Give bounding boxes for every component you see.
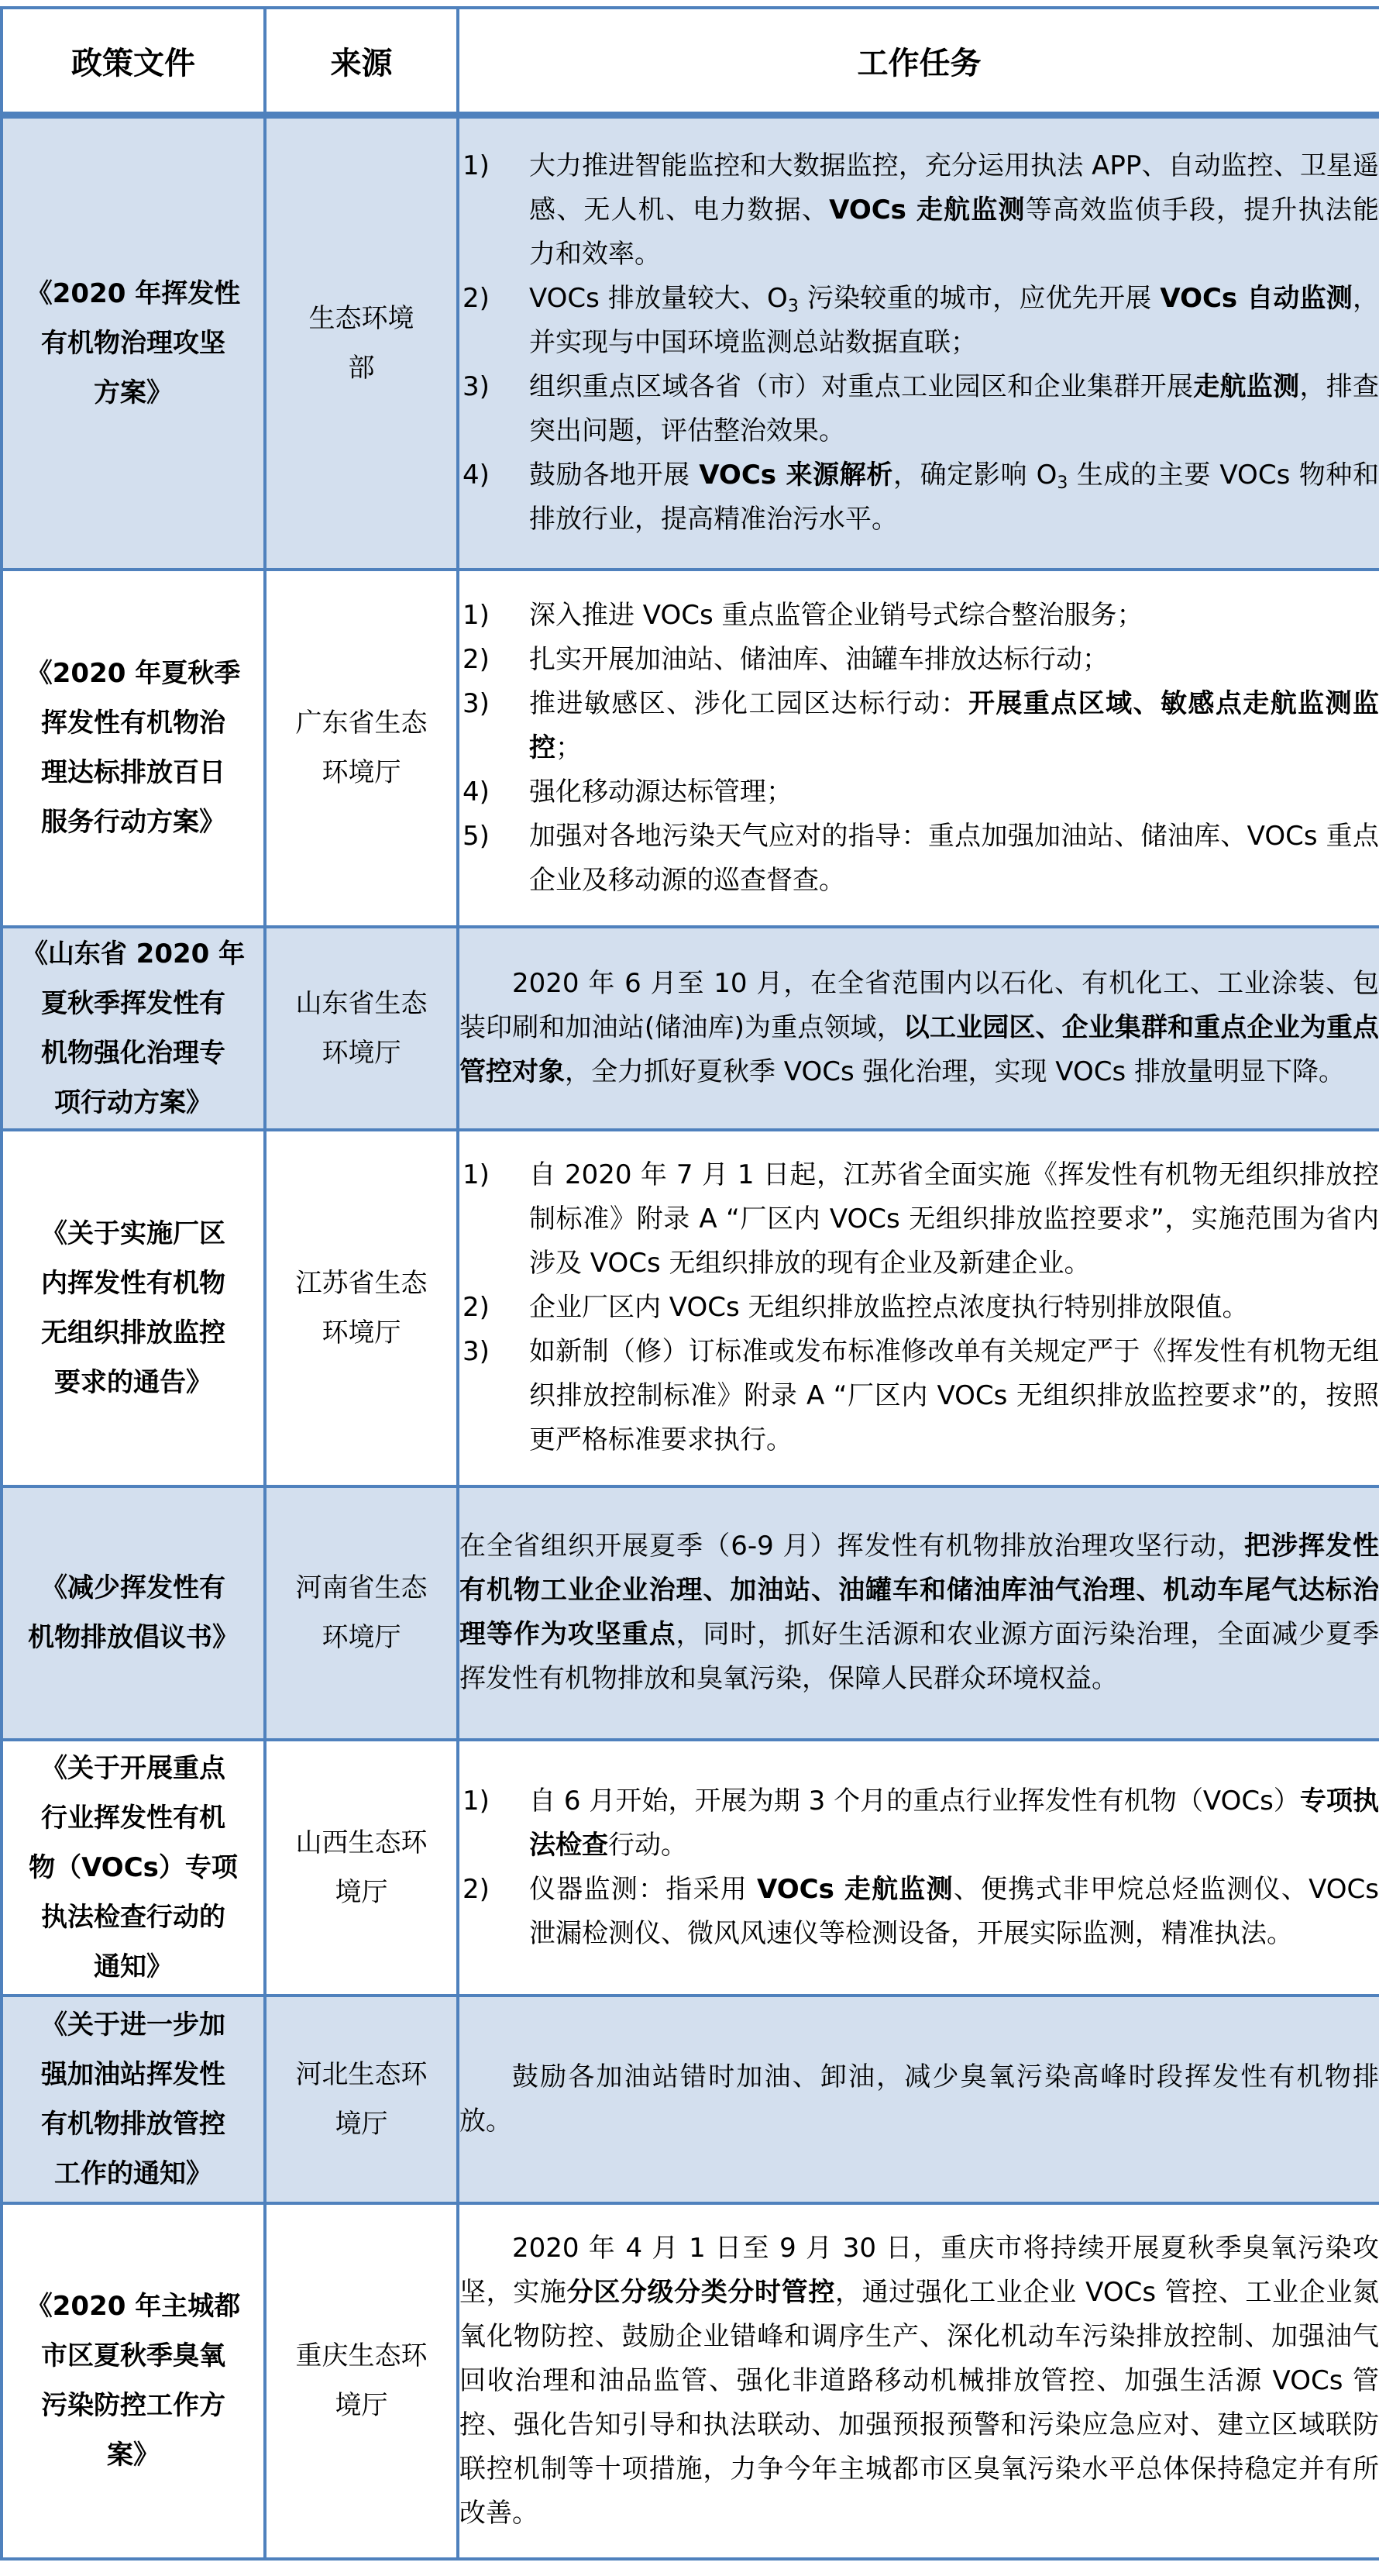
text-segment: ，全力抓好夏秋季 VOCs 强化治理，实现 VOCs 排放量明显下降。 — [565, 1056, 1345, 1087]
table-row — [2, 1130, 1379, 1486]
source-line: 河南省生态 — [295, 1572, 428, 1603]
policy-table — [0, 6, 1379, 2561]
policy-document-line: 工作的通知》 — [54, 2158, 212, 2189]
policy-document-cell — [2, 2203, 265, 2559]
task-paragraph — [459, 962, 1379, 1094]
task-item-text — [529, 1153, 1379, 1286]
table-row — [2, 1740, 1379, 1996]
task-item — [459, 594, 1379, 638]
policy-document-line: 物（VOCs）专项 — [29, 1851, 238, 1883]
policy-document-line: 机物强化治理专 — [41, 1037, 225, 1069]
task-item-number: 4) — [463, 776, 490, 808]
header-policy-document: 政策文件 — [2, 8, 265, 115]
task-item-text — [529, 453, 1379, 542]
source-line: 境厅 — [335, 1876, 388, 1908]
task-item — [459, 365, 1379, 453]
text-segment: 污染较重的城市，应优先开展 — [798, 283, 1161, 315]
task-item-number: 3) — [463, 371, 490, 403]
work-tasks-cell — [458, 115, 1379, 570]
subscript: 3 — [1057, 474, 1068, 494]
policy-document-line: 污染防控工作方 — [41, 2390, 225, 2421]
source-line: 重庆生态环 — [295, 2340, 428, 2371]
task-item-text — [529, 144, 1379, 277]
emphasis-text: VOCs 走航监测 — [829, 195, 1026, 226]
policy-document-cell — [2, 927, 265, 1130]
source-line: 境厅 — [335, 2390, 388, 2421]
task-item-text — [529, 1286, 1379, 1330]
work-tasks-cell — [458, 1486, 1379, 1740]
task-item-number: 1) — [463, 599, 490, 631]
task-item-text — [529, 814, 1379, 903]
emphasis-text: VOCs 来源解析 — [699, 460, 894, 491]
policy-document-line: 理达标排放百日 — [41, 757, 225, 788]
task-item — [459, 814, 1379, 903]
source-line: 环境厅 — [322, 1317, 401, 1348]
policy-document-line: 挥发性有机物治 — [41, 708, 225, 739]
policy-document-line: 案》 — [107, 2440, 160, 2471]
policy-document-line: 有机物排放管控 — [41, 2108, 225, 2140]
policy-document-cell — [2, 1486, 265, 1740]
emphasis-text: 把涉挥发性有机物工业企业治理、加油站、油罐车和储油库油气治理、机动车尾气达标治理等作为攻坚重点 — [459, 1531, 1379, 1650]
task-item-text — [529, 365, 1379, 453]
subscript: 3 — [787, 297, 799, 317]
text-segment: 鼓励各加油站错时加油、卸油，减少臭氧污染高峰时段挥发性有机物排放。 — [459, 2061, 1379, 2137]
source-line: 河北生态环 — [295, 2058, 428, 2090]
text-segment: 生成的主要 VOCs 物种和排放行业，提高精准治污水平。 — [529, 460, 1379, 536]
text-segment: ，通过强化工业企业 VOCs 管控、工业企业氮氧化物防控、鼓励企业错峰和调序生产、深化机动车污染排放控制、加强油气回收治理和油品监管、强化非道路移动机械排放管控、加强生活源 VOCs 管控、强化告知引导和执法联动、加强预报预警和污染应急应对、建立区域联防联控机制等十项措施，力争今年主城都市区臭氧污染水平总体保持稳定并有所改善。 — [459, 2276, 1379, 2529]
table-row — [2, 2203, 1379, 2559]
source-line: 部 — [348, 352, 375, 384]
task-item — [459, 1286, 1379, 1330]
source-cell — [265, 1486, 458, 1740]
table-header — [2, 8, 1379, 115]
emphasis-text: 分区分级分类分时管控 — [566, 2276, 835, 2308]
text-segment: 深入推进 VOCs 重点监管企业销号式综合整治服务； — [529, 599, 1143, 631]
task-item-text — [529, 682, 1379, 770]
source-cell — [265, 1996, 458, 2203]
text-segment: ，排查突出问题，评估整治效果。 — [529, 371, 1379, 447]
task-paragraph — [459, 2055, 1379, 2144]
task-item-number: 1) — [463, 150, 490, 182]
source-line: 环境厅 — [322, 1622, 401, 1653]
table-row — [2, 1996, 1379, 2203]
policy-document-line: 通知》 — [94, 1951, 173, 1982]
source-line: 江苏省生态 — [295, 1267, 428, 1299]
text-segment: 扎实开展加油站、储油库、油罐车排放达标行动； — [529, 643, 1109, 675]
task-item-number: 4) — [463, 460, 490, 491]
source-line: 环境厅 — [322, 757, 401, 788]
table-row — [2, 927, 1379, 1130]
task-item-number: 1) — [463, 1785, 490, 1817]
policy-document-line: 《关于实施厂区 — [41, 1217, 225, 1249]
policy-document-line: 项行动方案》 — [54, 1087, 212, 1118]
text-segment: 在全省组织开展夏季（6-9 月）挥发性有机物排放治理攻坚行动， — [459, 1531, 1244, 1562]
text-segment: 自 2020 年 7 月 1 日起，江苏省全面实施《挥发性有机物无组织排放控制标准》附录 A “厂区内 VOCs 无组织排放监控要求”，实施范围为省内涉及 VOCs 无组织排放的现有企业及新建企业。 — [529, 1159, 1379, 1279]
policy-document-line: 《关于进一步加 — [41, 2009, 225, 2040]
table-row — [2, 570, 1379, 927]
task-item — [459, 770, 1379, 814]
task-item-text — [529, 1330, 1379, 1462]
task-item-text — [529, 638, 1379, 682]
text-segment: ，同时，抓好生活源和农业源方面污染治理，全面减少夏季挥发性有机物排放和臭氧污染，保障人民群众环境权益。 — [459, 1619, 1379, 1694]
text-segment: 等高效监侦手段，提升执法能力和效率。 — [529, 195, 1379, 270]
task-item-number: 2) — [463, 1292, 490, 1323]
task-item — [459, 277, 1379, 365]
policy-document-line: 机物排放倡议书》 — [28, 1622, 239, 1653]
policy-document-line: 《2020 年主城都 — [26, 2291, 241, 2322]
task-item-number: 3) — [463, 687, 490, 719]
text-segment: 组织重点区域各省（市）对重点工业园区和企业集群开展 — [529, 371, 1194, 403]
header-source: 来源 — [265, 8, 458, 115]
source-line: 山东省生态 — [295, 987, 428, 1019]
task-item-number: 2) — [463, 1873, 490, 1905]
task-item — [459, 144, 1379, 277]
text-segment: 、便携式非甲烷总烃监测仪、VOCs 泄漏检测仪、微风风速仪等检测设备，开展实际监测，精准执法。 — [529, 1873, 1379, 1949]
table-body — [2, 115, 1379, 2559]
emphasis-text: 专项执法检查 — [529, 1785, 1379, 1861]
text-segment: 鼓励各地开展 — [529, 460, 700, 491]
policy-document-line: 夏秋季挥发性有 — [41, 987, 225, 1019]
source-cell — [265, 1130, 458, 1486]
text-segment: ，确定影响 O — [893, 460, 1057, 491]
task-item-text — [529, 1779, 1379, 1868]
policy-document-line: 《关于开展重点 — [41, 1752, 225, 1784]
policy-document-cell — [2, 570, 265, 927]
task-paragraph — [459, 2226, 1379, 2536]
text-segment: 强化移动源达标管理； — [529, 776, 793, 808]
source-cell — [265, 2203, 458, 2559]
text-segment: ，并实现与中国环境监测总站数据直联； — [529, 283, 1379, 359]
policy-document-cell — [2, 1130, 265, 1486]
task-item — [459, 1868, 1379, 1956]
policy-document-line: 内挥发性有机物 — [41, 1267, 225, 1299]
source-line: 广东省生态 — [295, 708, 428, 739]
task-item-text — [529, 277, 1379, 365]
table-row — [2, 1486, 1379, 1740]
task-item — [459, 453, 1379, 542]
text-segment: 如新制（修）订标准或发布标准修改单有关规定严于《挥发性有机物无组织排放控制标准》附录 A “厂区内 VOCs 无组织排放监控要求”的，按照更严格标准要求执行。 — [529, 1336, 1379, 1455]
emphasis-text: 开展重点区域、敏感点走航监测监控 — [529, 687, 1379, 763]
work-tasks-cell — [458, 1740, 1379, 1996]
source-line: 环境厅 — [322, 1037, 401, 1069]
policy-document-line: 行业挥发性有机 — [41, 1802, 225, 1834]
text-segment: 行动。 — [608, 1829, 687, 1861]
policy-document-line: 强加油站挥发性 — [41, 2058, 225, 2090]
policy-document-line: 要求的通告》 — [54, 1366, 212, 1398]
source-cell — [265, 570, 458, 927]
policy-document-line: 《山东省 2020 年 — [21, 938, 246, 969]
header-work-tasks: 工作任务 — [458, 8, 1379, 115]
policy-document-line: 有机物治理攻坚 — [41, 327, 225, 359]
task-item-number: 2) — [463, 283, 490, 315]
emphasis-text: 以工业园区、企业集群和重点企业为重点管控对象 — [459, 1012, 1379, 1087]
task-item — [459, 682, 1379, 770]
text-segment: ； — [555, 732, 582, 763]
policy-document-line: 执法检查行动的 — [41, 1901, 225, 1933]
source-line: 生态环境 — [308, 302, 414, 334]
text-segment: 仪器监测：指采用 — [529, 1873, 758, 1905]
policy-document-line: 服务行动方案》 — [41, 807, 225, 838]
task-item — [459, 638, 1379, 682]
task-item — [459, 1153, 1379, 1286]
policy-document-line: 《2020 年夏秋季 — [26, 658, 241, 689]
source-cell — [265, 115, 458, 570]
task-item-text — [529, 1868, 1379, 1956]
source-line: 境厅 — [335, 2108, 388, 2140]
policy-document-line: 市区夏秋季臭氧 — [41, 2340, 225, 2371]
emphasis-text: VOCs 自动监测 — [1160, 283, 1353, 315]
work-tasks-cell — [458, 570, 1379, 927]
emphasis-text: 走航监测 — [1193, 371, 1300, 403]
text-segment: 2020 年 6 月至 10 月，在全省范围内以石化、有机化工、工业涂装、包装印刷和加油站(储油库)为重点领域， — [459, 968, 1379, 1043]
work-tasks-cell — [458, 927, 1379, 1130]
text-segment: 加强对各地污染天气应对的指导：重点加强加油站、储油库、VOCs 重点企业及移动源的巡查督查。 — [529, 820, 1379, 896]
work-tasks-cell — [458, 1130, 1379, 1486]
source-cell — [265, 927, 458, 1130]
task-item-text — [529, 770, 1379, 814]
task-paragraph — [459, 1524, 1379, 1701]
policy-document-cell — [2, 1740, 265, 1996]
task-item-text — [529, 594, 1379, 638]
policy-document-cell — [2, 115, 265, 570]
text-segment: 大力推进智能监控和大数据监控，充分运用执法 APP、自动监控、卫星遥感、无人机、电力数据、 — [529, 150, 1379, 226]
task-item-number: 5) — [463, 820, 490, 852]
policy-document-line: 无组织排放监控 — [41, 1317, 225, 1348]
emphasis-text: VOCs 走航监测 — [757, 1873, 954, 1905]
text-segment: 自 6 月开始，开展为期 3 个月的重点行业挥发性有机物（VOCs） — [529, 1785, 1300, 1817]
policy-document-line: 《减少挥发性有 — [41, 1572, 225, 1603]
task-item-number: 1) — [463, 1159, 490, 1190]
task-item-number: 3) — [463, 1336, 490, 1367]
policy-document-cell — [2, 1996, 265, 2203]
work-tasks-cell — [458, 1996, 1379, 2203]
text-segment: VOCs 排放量较大、O — [529, 283, 788, 315]
text-segment: 推进敏感区、涉化工园区达标行动： — [529, 687, 968, 719]
table-row — [2, 115, 1379, 570]
work-tasks-cell — [458, 2203, 1379, 2559]
policy-document-line: 《2020 年挥发性 — [26, 277, 241, 309]
source-cell — [265, 1740, 458, 1996]
text-segment: 2020 年 4 月 1 日至 9 月 30 日，重庆市将持续开展夏秋季臭氧污染攻坚，实施 — [459, 2232, 1379, 2308]
task-item-number: 2) — [463, 643, 490, 675]
source-line: 山西生态环 — [295, 1827, 428, 1858]
text-segment: 企业厂区内 VOCs 无组织排放监控点浓度执行特别排放限值。 — [529, 1292, 1249, 1323]
task-item — [459, 1779, 1379, 1868]
policy-document-line: 方案》 — [94, 377, 173, 408]
task-item — [459, 1330, 1379, 1462]
